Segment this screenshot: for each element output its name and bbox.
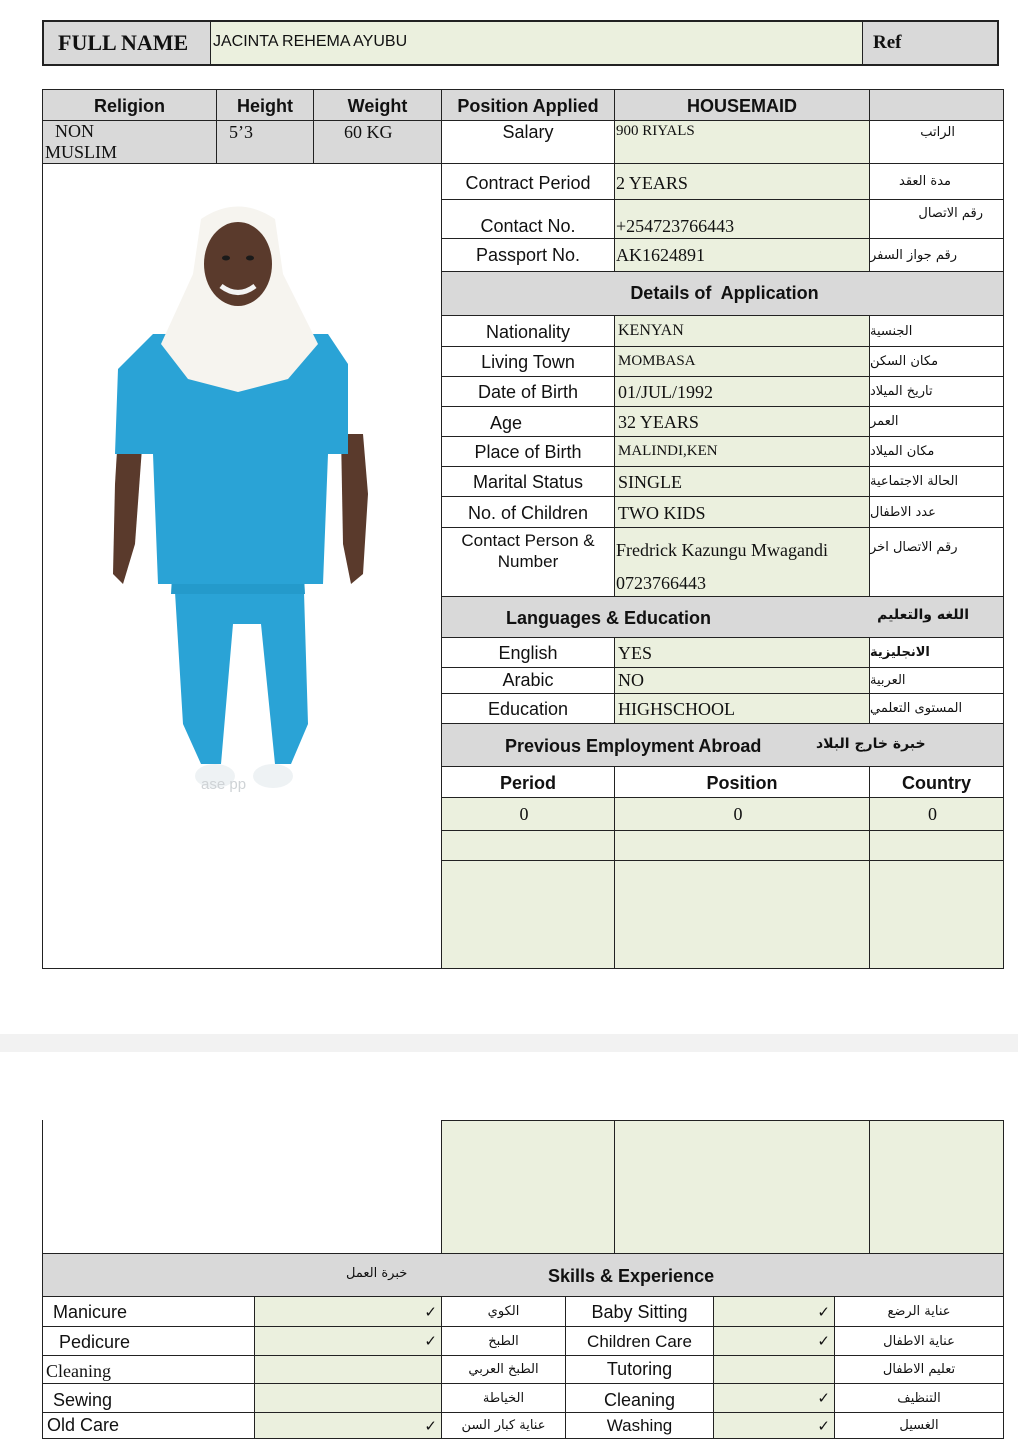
skill-right-arabic: تعليم الاطفال	[834, 1355, 1004, 1384]
detail-children-value: TWO KIDS	[614, 496, 870, 528]
employment-continued-cell	[869, 1120, 1004, 1254]
detail-dob-value: 01/JUL/1992	[614, 376, 870, 407]
lang-arabic-value: NO	[614, 667, 870, 694]
employment-empty-row	[441, 830, 615, 861]
skill-left-arabic: عناية كبار السن	[441, 1412, 566, 1439]
skill-right-check: ✓	[713, 1326, 835, 1356]
employment-empty-row	[869, 860, 1004, 969]
skill-right-check	[713, 1355, 835, 1384]
skill-left-label: Cleaning	[42, 1355, 255, 1384]
candidate-photo	[43, 164, 441, 968]
detail-living-town-value: MOMBASA	[614, 346, 870, 377]
skill-right-arabic: عناية الاطفال	[834, 1326, 1004, 1356]
contact-person-label: Contact Person & Number	[441, 527, 615, 597]
contract-period-arabic: مدة العقد	[869, 163, 1004, 200]
salary-arabic: الراتب	[869, 120, 1004, 164]
employment-empty-row	[614, 830, 870, 861]
weight-value: 60 KG	[313, 120, 442, 164]
detail-nationality-arabic: الجنسية	[869, 315, 1004, 347]
employment-continued-cell	[441, 1120, 615, 1254]
contact-no-arabic: رقم الاتصال	[869, 199, 1004, 239]
lang-english-arabic: الانجليزية	[869, 637, 1004, 668]
skill-right-label: Cleaning	[565, 1383, 714, 1413]
religion-header: Religion	[42, 89, 217, 121]
height-value: 5’3	[216, 120, 314, 164]
full-name-value: JACINTA REHEMA AYUBU	[210, 20, 863, 66]
skill-right-arabic: عناية الرضع	[834, 1296, 1004, 1327]
employment-empty-row	[614, 860, 870, 969]
detail-place-of-birth-value: MALINDI,KEN	[614, 436, 870, 467]
employment-col-period: Period	[441, 766, 615, 798]
skill-left-check	[254, 1383, 442, 1413]
lang-education-value: HIGHSCHOOL	[614, 693, 870, 724]
lang-english-value: YES	[614, 637, 870, 668]
detail-age-label: Age	[441, 406, 615, 437]
detail-dob-label: Date of Birth	[441, 376, 615, 407]
contact-person-value: Fredrick Kazungu Mwagandi 0723766443	[614, 527, 870, 597]
detail-nationality-label: Nationality	[441, 315, 615, 347]
page-2	[0, 1052, 1018, 1449]
ref-label: Ref	[862, 20, 999, 66]
skill-right-check: ✓	[713, 1412, 835, 1439]
skill-left-check: ✓	[254, 1296, 442, 1327]
lang-arabic-arabic: العربية	[869, 667, 1004, 694]
detail-marital-status-label: Marital Status	[441, 466, 615, 497]
salary-value: 900 RIYALS	[614, 120, 870, 164]
contact-no-label: Contact No.	[441, 199, 615, 239]
photo-frame	[42, 163, 442, 969]
detail-marital-status-arabic: الحالة الاجتماعية	[869, 466, 1004, 497]
skill-left-label: Manicure	[42, 1296, 255, 1327]
employment-empty-row	[441, 860, 615, 969]
skill-left-check: ✓	[254, 1326, 442, 1356]
lang-education-arabic: المستوى التعلمي	[869, 693, 1004, 724]
employment-empty-row	[869, 830, 1004, 861]
detail-dob-arabic: تاريخ الميلاد	[869, 376, 1004, 407]
position-applied-header: Position Applied	[441, 89, 615, 121]
employment-row-country: 0	[869, 797, 1004, 831]
religion-value: NON MUSLIM	[42, 120, 217, 164]
skill-right-arabic: التنظيف	[834, 1383, 1004, 1413]
detail-age-value: 32 YEARS	[614, 406, 870, 437]
detail-children-label: No. of Children	[441, 496, 615, 528]
skill-left-label: Old Care	[42, 1412, 255, 1439]
contract-period-value: 2 YEARS	[614, 163, 870, 200]
employment-col-country: Country	[869, 766, 1004, 798]
detail-children-arabic: عدد الاطفال	[869, 496, 1004, 528]
weight-header: Weight	[313, 89, 442, 121]
employment-row-position: 0	[614, 797, 870, 831]
passport-no-label: Passport No.	[441, 238, 615, 272]
lang-arabic-label: Arabic	[441, 667, 615, 694]
skill-right-label: Children Care	[565, 1326, 714, 1356]
skill-left-label: Pedicure	[42, 1326, 255, 1356]
detail-place-of-birth-label: Place of Birth	[441, 436, 615, 467]
skill-right-label: Baby Sitting	[565, 1296, 714, 1327]
skill-left-check: ✓	[254, 1412, 442, 1439]
employment-row-period: 0	[441, 797, 615, 831]
salary-label: Salary	[441, 120, 615, 164]
skill-right-check: ✓	[713, 1383, 835, 1413]
skill-right-label: Washing	[565, 1412, 714, 1439]
employment-continued-cell	[614, 1120, 870, 1254]
skill-right-label: Tutoring	[565, 1355, 714, 1384]
lang-education-label: Education	[441, 693, 615, 724]
skill-left-arabic: الخياطة	[441, 1383, 566, 1413]
details-of-application-title: Details of Application	[441, 271, 1004, 316]
detail-living-town-label: Living Town	[441, 346, 615, 377]
height-header: Height	[216, 89, 314, 121]
lang-english-label: English	[441, 637, 615, 668]
contact-no-value: +254723766443	[614, 199, 870, 239]
photo-watermark: ase pp	[201, 776, 247, 793]
detail-place-of-birth-arabic: مكان الميلاد	[869, 436, 1004, 467]
skill-right-check: ✓	[713, 1296, 835, 1327]
contact-person-arabic: رقم الاتصال اخر	[869, 527, 1004, 597]
skill-left-label: Sewing	[42, 1383, 255, 1413]
header-empty-cell	[869, 89, 1004, 121]
skill-left-arabic: الكوي	[441, 1296, 566, 1327]
skill-right-arabic: الغسيل	[834, 1412, 1004, 1439]
detail-age-arabic: العمر	[869, 406, 1004, 437]
detail-marital-status-value: SINGLE	[614, 466, 870, 497]
employment-col-position: Position	[614, 766, 870, 798]
skill-left-check	[254, 1355, 442, 1384]
skill-left-arabic: الطبخ	[441, 1326, 566, 1356]
contract-period-label: Contract Period	[441, 163, 615, 200]
position-applied-value: HOUSEMAID	[614, 89, 870, 121]
full-name-label: FULL NAME	[42, 20, 211, 66]
photo-frame-continuation	[42, 1120, 442, 1254]
skills-experience-title: خبرة العمل Skills & Experience	[42, 1253, 1004, 1297]
detail-nationality-value: KENYAN	[614, 315, 870, 347]
skill-left-arabic: الطبخ العربي	[441, 1355, 566, 1384]
languages-education-title: Languages & Education اللغه والتعليم	[441, 596, 1004, 638]
passport-no-value: AK1624891	[614, 238, 870, 272]
detail-living-town-arabic: مكان السكن	[869, 346, 1004, 377]
passport-no-arabic: رقم جواز السفر	[869, 238, 1004, 272]
previous-employment-title: Previous Employment Abroad خبرة خارج البلاد	[441, 723, 1004, 767]
